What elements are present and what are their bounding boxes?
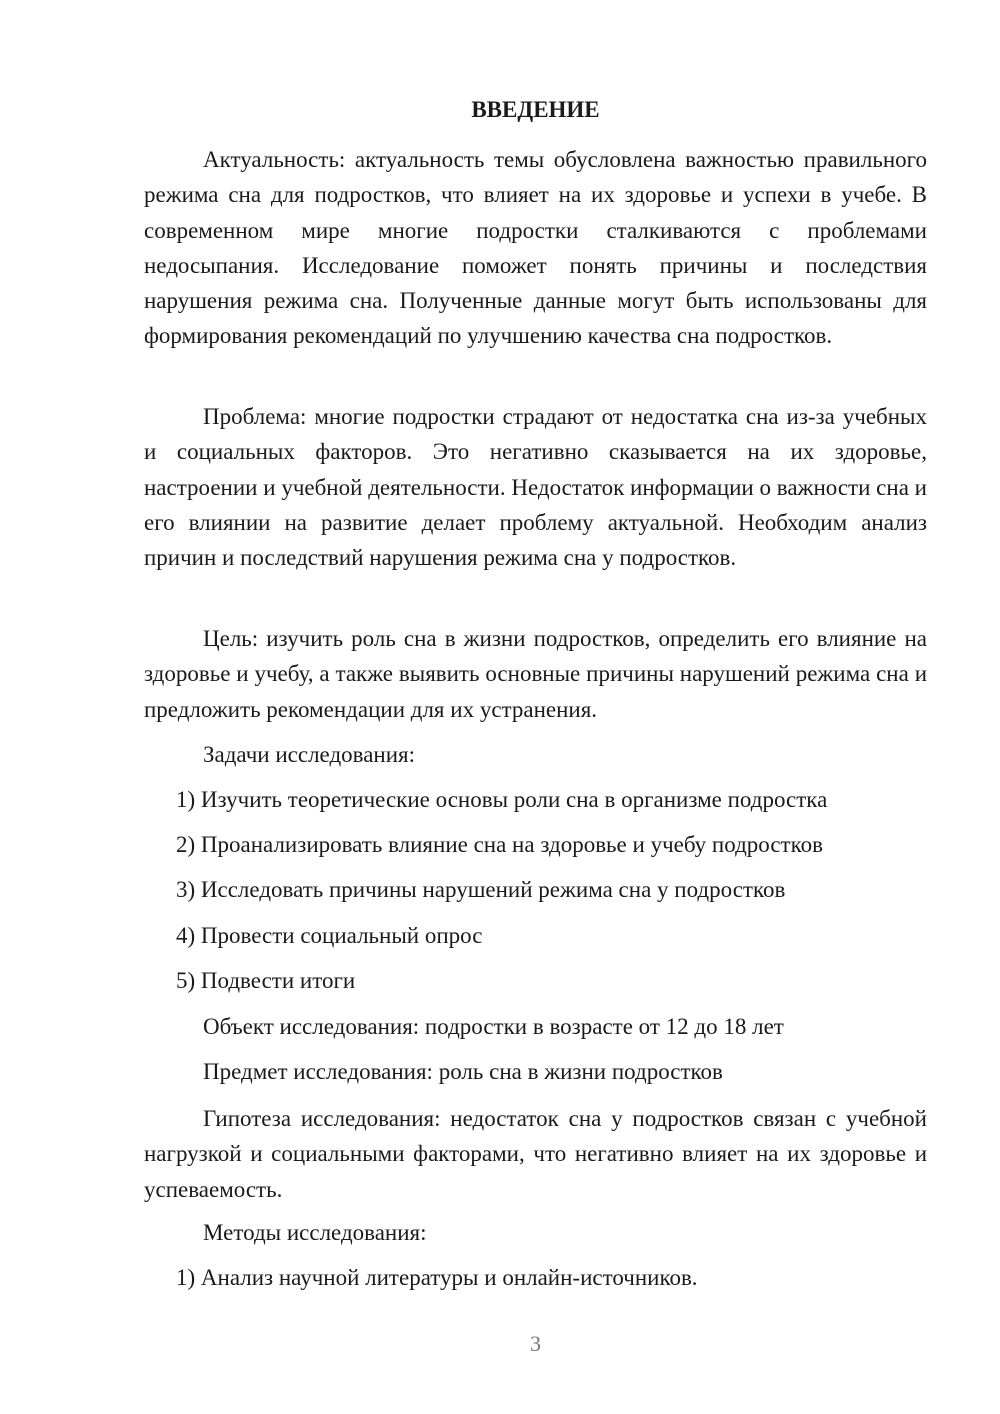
paragraph-goal: Цель: изучить роль сна в жизни подростков, определить его влияние на здоровье и учебу, а также выявить основные причины нарушений режима сна и предложить рекомендации для их устранения. — [144, 626, 927, 722]
page-number: 3 — [530, 1331, 541, 1356]
methods-heading: Методы исследования: — [203, 1220, 427, 1245]
method-item: 1) Анализ научной литературы и онлайн-источников. — [176, 1265, 698, 1290]
page-title: ВВЕДЕНИЕ — [471, 97, 600, 122]
paragraph-problem: Проблема: многие подростки страдают от недостатка сна из-за учебных и социальных факторов. Это негативно сказывается на их здоровье, настроении и учебной деятельности. Недостаток информации о важности сна и его влиянии на развитие делает проблему актуальной. Необходим анализ причин и последствий нарушения режима сна у подростков. — [144, 404, 927, 571]
task-item: 3) Исследовать причины нарушений режима сна у подростков — [176, 877, 786, 902]
tasks-heading: Задачи исследования: — [203, 742, 416, 767]
task-item: 4) Провести социальный опрос — [176, 923, 483, 948]
task-item: 2) Проанализировать влияние сна на здоровье и учебу подростков — [176, 832, 823, 857]
paragraph-hypothesis: Гипотеза исследования: недостаток сна у подростков связан с учебной нагрузкой и социальными факторами, что негативно влияет на их здоровье и успеваемость. — [144, 1106, 927, 1202]
research-subject: Предмет исследования: роль сна в жизни подростков — [203, 1059, 723, 1084]
task-item: 5) Подвести итоги — [176, 968, 356, 993]
research-object: Объект исследования: подростки в возрасте от 12 до 18 лет — [203, 1014, 784, 1039]
task-item: 1) Изучить теоретические основы роли сна в организме подростка — [176, 787, 828, 812]
paragraph-relevance: Актуальность: актуальность темы обусловлена важностью правильного режима сна для подростков, что влияет на их здоровье и успехи в учебе. В современном мире многие подростки сталкиваются с проблемами недосыпания. Исследование поможет понять причины и последствия нарушения режима сна. Полученные данные могут быть использованы для формирования рекомендаций по улучшению качества сна подростков. — [144, 147, 927, 349]
